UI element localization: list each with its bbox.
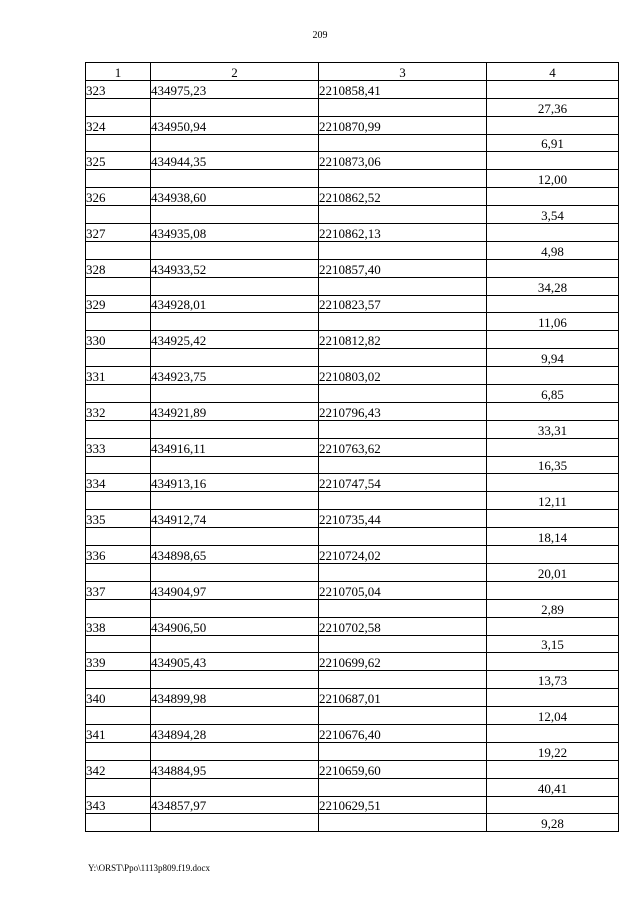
y-coordinate-cell: 2210796,43 xyxy=(319,402,487,420)
x-coordinate-cell: 434905,43 xyxy=(151,653,319,671)
empty-cell xyxy=(319,456,487,474)
empty-cell xyxy=(319,277,487,295)
distance-cell: 9,28 xyxy=(487,814,619,832)
distance-cell: 9,94 xyxy=(487,349,619,367)
empty-cell xyxy=(86,778,151,796)
empty-cell xyxy=(487,796,619,814)
x-coordinate-cell: 434921,89 xyxy=(151,402,319,420)
empty-cell xyxy=(151,170,319,188)
x-coordinate-cell: 434898,65 xyxy=(151,546,319,564)
header-col-3: 3 xyxy=(319,63,487,81)
table-row xyxy=(86,420,619,438)
distance-cell: 2,89 xyxy=(487,599,619,617)
table-row xyxy=(86,438,619,456)
point-number-cell: 339 xyxy=(86,653,151,671)
empty-cell xyxy=(319,241,487,259)
table-row xyxy=(86,349,619,367)
distance-cell: 33,31 xyxy=(487,420,619,438)
table-row xyxy=(86,474,619,492)
x-coordinate-cell: 434938,60 xyxy=(151,188,319,206)
empty-cell xyxy=(151,635,319,653)
distance-cell: 34,28 xyxy=(487,277,619,295)
point-number-cell: 325 xyxy=(86,152,151,170)
table-row xyxy=(86,707,619,725)
footer-file-path: Y:\ORST\Ppo\1113p809.f19.docx xyxy=(88,863,211,873)
empty-cell xyxy=(319,635,487,653)
empty-cell xyxy=(319,599,487,617)
point-number-cell: 326 xyxy=(86,188,151,206)
x-coordinate-cell: 434950,94 xyxy=(151,116,319,134)
x-coordinate-cell: 434923,75 xyxy=(151,367,319,385)
empty-cell xyxy=(86,241,151,259)
empty-cell xyxy=(319,528,487,546)
empty-cell xyxy=(86,528,151,546)
empty-cell xyxy=(319,814,487,832)
empty-cell xyxy=(86,206,151,224)
empty-cell xyxy=(151,778,319,796)
table-row xyxy=(86,742,619,760)
empty-cell xyxy=(487,402,619,420)
table-row xyxy=(86,170,619,188)
empty-cell xyxy=(151,134,319,152)
y-coordinate-cell: 2210747,54 xyxy=(319,474,487,492)
empty-cell xyxy=(319,707,487,725)
empty-cell xyxy=(151,277,319,295)
empty-cell xyxy=(151,707,319,725)
table-row xyxy=(86,617,619,635)
point-number-cell: 341 xyxy=(86,724,151,742)
point-number-cell: 328 xyxy=(86,259,151,277)
empty-cell xyxy=(151,206,319,224)
empty-cell xyxy=(151,742,319,760)
y-coordinate-cell: 2210629,51 xyxy=(319,796,487,814)
empty-cell xyxy=(151,492,319,510)
empty-cell xyxy=(151,241,319,259)
point-number-cell: 334 xyxy=(86,474,151,492)
distance-cell: 4,98 xyxy=(487,241,619,259)
y-coordinate-cell: 2210862,13 xyxy=(319,224,487,242)
point-number-cell: 327 xyxy=(86,224,151,242)
empty-cell xyxy=(487,510,619,528)
empty-cell xyxy=(151,599,319,617)
table-row xyxy=(86,385,619,403)
empty-cell xyxy=(86,563,151,581)
distance-cell: 19,22 xyxy=(487,742,619,760)
empty-cell xyxy=(151,814,319,832)
y-coordinate-cell: 2210699,62 xyxy=(319,653,487,671)
empty-cell xyxy=(151,349,319,367)
table-row xyxy=(86,814,619,832)
empty-cell xyxy=(487,474,619,492)
x-coordinate-cell: 434913,16 xyxy=(151,474,319,492)
table-row xyxy=(86,671,619,689)
empty-cell xyxy=(319,492,487,510)
y-coordinate-cell: 2210862,52 xyxy=(319,188,487,206)
point-number-cell: 324 xyxy=(86,116,151,134)
y-coordinate-cell: 2210823,57 xyxy=(319,295,487,313)
empty-cell xyxy=(151,528,319,546)
y-coordinate-cell: 2210735,44 xyxy=(319,510,487,528)
y-coordinate-cell: 2210803,02 xyxy=(319,367,487,385)
empty-cell xyxy=(151,385,319,403)
empty-cell xyxy=(86,170,151,188)
point-number-cell: 340 xyxy=(86,689,151,707)
distance-cell: 11,06 xyxy=(487,313,619,331)
empty-cell xyxy=(86,420,151,438)
x-coordinate-cell: 434904,97 xyxy=(151,581,319,599)
x-coordinate-cell: 434894,28 xyxy=(151,724,319,742)
table-row xyxy=(86,796,619,814)
empty-cell xyxy=(151,456,319,474)
table-row xyxy=(86,188,619,206)
header-col-4: 4 xyxy=(487,63,619,81)
table-row xyxy=(86,259,619,277)
y-coordinate-cell: 2210763,62 xyxy=(319,438,487,456)
table-row xyxy=(86,635,619,653)
empty-cell xyxy=(319,420,487,438)
table-row xyxy=(86,546,619,564)
distance-cell: 3,15 xyxy=(487,635,619,653)
point-number-cell: 329 xyxy=(86,295,151,313)
y-coordinate-cell: 2210705,04 xyxy=(319,581,487,599)
table-row xyxy=(86,224,619,242)
point-number-cell: 333 xyxy=(86,438,151,456)
point-number-cell: 330 xyxy=(86,331,151,349)
table-row xyxy=(86,689,619,707)
x-coordinate-cell: 434857,97 xyxy=(151,796,319,814)
table-row xyxy=(86,528,619,546)
point-number-cell: 335 xyxy=(86,510,151,528)
y-coordinate-cell: 2210702,58 xyxy=(319,617,487,635)
empty-cell xyxy=(319,671,487,689)
empty-cell xyxy=(151,98,319,116)
empty-cell xyxy=(151,313,319,331)
y-coordinate-cell: 2210659,60 xyxy=(319,760,487,778)
distance-cell: 12,11 xyxy=(487,492,619,510)
table-row xyxy=(86,116,619,134)
distance-cell: 20,01 xyxy=(487,563,619,581)
table-row xyxy=(86,456,619,474)
empty-cell xyxy=(487,295,619,313)
empty-cell xyxy=(487,760,619,778)
distance-cell: 13,73 xyxy=(487,671,619,689)
table-row xyxy=(86,760,619,778)
table-row xyxy=(86,492,619,510)
empty-cell xyxy=(319,778,487,796)
x-coordinate-cell: 434935,08 xyxy=(151,224,319,242)
empty-cell xyxy=(86,313,151,331)
empty-cell xyxy=(487,689,619,707)
empty-cell xyxy=(319,349,487,367)
empty-cell xyxy=(487,116,619,134)
empty-cell xyxy=(319,563,487,581)
table-row xyxy=(86,563,619,581)
empty-cell xyxy=(151,420,319,438)
point-number-cell: 331 xyxy=(86,367,151,385)
table-row xyxy=(86,510,619,528)
empty-cell xyxy=(487,546,619,564)
x-coordinate-cell: 434928,01 xyxy=(151,295,319,313)
x-coordinate-cell: 434912,74 xyxy=(151,510,319,528)
table-row xyxy=(86,313,619,331)
table-row xyxy=(86,134,619,152)
page-number: 209 xyxy=(312,30,328,41)
distance-cell: 18,14 xyxy=(487,528,619,546)
y-coordinate-cell: 2210676,40 xyxy=(319,724,487,742)
table-row xyxy=(86,295,619,313)
empty-cell xyxy=(319,170,487,188)
distance-cell: 16,35 xyxy=(487,456,619,474)
distance-cell: 12,00 xyxy=(487,170,619,188)
empty-cell xyxy=(487,188,619,206)
empty-cell xyxy=(487,152,619,170)
empty-cell xyxy=(319,134,487,152)
x-coordinate-cell: 434925,42 xyxy=(151,331,319,349)
table-row xyxy=(86,724,619,742)
empty-cell xyxy=(487,259,619,277)
table-row xyxy=(86,80,619,98)
empty-cell xyxy=(86,707,151,725)
table-row xyxy=(86,778,619,796)
empty-cell xyxy=(487,438,619,456)
table-row xyxy=(86,402,619,420)
table-row xyxy=(86,241,619,259)
empty-cell xyxy=(319,98,487,116)
table-row xyxy=(86,599,619,617)
empty-cell xyxy=(86,134,151,152)
empty-cell xyxy=(86,671,151,689)
empty-cell xyxy=(86,385,151,403)
distance-cell: 12,04 xyxy=(487,707,619,725)
distance-cell: 6,91 xyxy=(487,134,619,152)
y-coordinate-cell: 2210870,99 xyxy=(319,116,487,134)
x-coordinate-cell: 434884,95 xyxy=(151,760,319,778)
x-coordinate-cell: 434916,11 xyxy=(151,438,319,456)
x-coordinate-cell: 434933,52 xyxy=(151,259,319,277)
x-coordinate-cell: 434975,23 xyxy=(151,80,319,98)
point-number-cell: 323 xyxy=(86,80,151,98)
y-coordinate-cell: 2210858,41 xyxy=(319,80,487,98)
empty-cell xyxy=(487,224,619,242)
empty-cell xyxy=(86,742,151,760)
table-row xyxy=(86,98,619,116)
point-number-cell: 343 xyxy=(86,796,151,814)
empty-cell xyxy=(151,563,319,581)
table-row xyxy=(86,277,619,295)
empty-cell xyxy=(487,80,619,98)
empty-cell xyxy=(86,635,151,653)
distance-cell: 40,41 xyxy=(487,778,619,796)
header-col-2: 2 xyxy=(151,63,319,81)
empty-cell xyxy=(86,98,151,116)
x-coordinate-cell: 434906,50 xyxy=(151,617,319,635)
y-coordinate-cell: 2210857,40 xyxy=(319,259,487,277)
empty-cell xyxy=(319,206,487,224)
table-row xyxy=(86,206,619,224)
point-number-cell: 342 xyxy=(86,760,151,778)
empty-cell xyxy=(487,617,619,635)
point-number-cell: 337 xyxy=(86,581,151,599)
empty-cell xyxy=(86,349,151,367)
empty-cell xyxy=(86,599,151,617)
distance-cell: 3,54 xyxy=(487,206,619,224)
point-number-cell: 338 xyxy=(86,617,151,635)
empty-cell xyxy=(487,581,619,599)
distance-cell: 27,36 xyxy=(487,98,619,116)
empty-cell xyxy=(319,385,487,403)
distance-cell: 6,85 xyxy=(487,385,619,403)
point-number-cell: 336 xyxy=(86,546,151,564)
table-row xyxy=(86,367,619,385)
empty-cell xyxy=(86,456,151,474)
empty-cell xyxy=(319,313,487,331)
y-coordinate-cell: 2210873,06 xyxy=(319,152,487,170)
empty-cell xyxy=(487,367,619,385)
empty-cell xyxy=(319,742,487,760)
y-coordinate-cell: 2210724,02 xyxy=(319,546,487,564)
table-body xyxy=(86,63,619,832)
empty-cell xyxy=(86,277,151,295)
coordinates-table xyxy=(85,62,619,832)
x-coordinate-cell: 434899,98 xyxy=(151,689,319,707)
x-coordinate-cell: 434944,35 xyxy=(151,152,319,170)
y-coordinate-cell: 2210812,82 xyxy=(319,331,487,349)
table-header-row xyxy=(86,63,619,81)
table-row xyxy=(86,152,619,170)
point-number-cell: 332 xyxy=(86,402,151,420)
table-row xyxy=(86,581,619,599)
header-col-1: 1 xyxy=(86,63,151,81)
empty-cell xyxy=(86,814,151,832)
empty-cell xyxy=(151,671,319,689)
empty-cell xyxy=(487,653,619,671)
empty-cell xyxy=(487,331,619,349)
table-row xyxy=(86,331,619,349)
table-row xyxy=(86,653,619,671)
empty-cell xyxy=(86,492,151,510)
empty-cell xyxy=(487,724,619,742)
y-coordinate-cell: 2210687,01 xyxy=(319,689,487,707)
